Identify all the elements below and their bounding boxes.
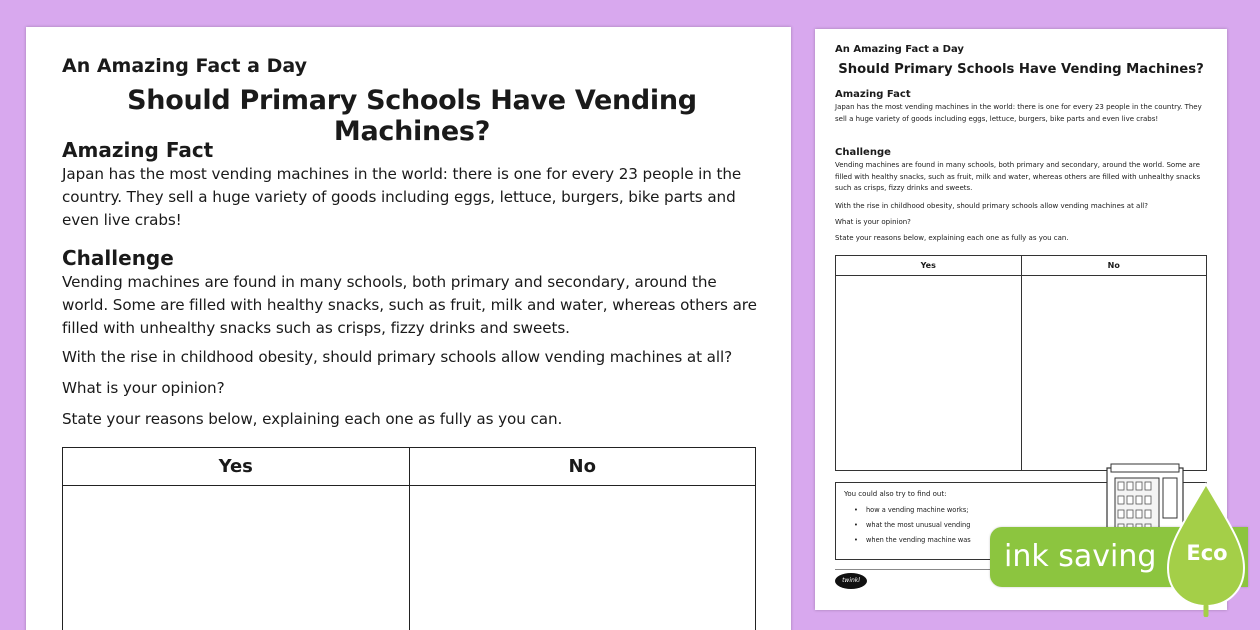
yes-no-table bbox=[62, 447, 756, 630]
preview-yes-header: Yes bbox=[836, 256, 1021, 276]
find-out-item: • what the most unusual vending bbox=[844, 518, 1198, 533]
worksheet-subtitle: An Amazing Fact a Day bbox=[62, 55, 307, 77]
preview-question-text: With the rise in childhood obesity, should primary schools allow vending machines at all? bbox=[835, 202, 1148, 210]
preview-yes-column bbox=[836, 256, 1022, 470]
find-out-item: • when the vending machine was bbox=[844, 533, 1198, 548]
no-column-header: No bbox=[410, 448, 756, 486]
yes-column-header: Yes bbox=[63, 448, 409, 486]
preview-instruction-text: State your reasons below, explaining each one as fully as you can. bbox=[835, 234, 1069, 242]
eco-leaf-label: Eco bbox=[1186, 541, 1228, 565]
amazing-fact-text: Japan has the most vending machines in the world: there is one for every 23 people in the country. They sell a huge variety of goods including eggs, lettuce, burgers, bike parts and even live crabs! bbox=[62, 165, 742, 229]
question-text: With the rise in childhood obesity, should primary schools allow vending machines at all? bbox=[62, 348, 733, 366]
preview-no-header: No bbox=[1022, 256, 1207, 276]
challenge-heading: Challenge bbox=[62, 246, 174, 270]
find-out-item: • how a vending machine works; bbox=[844, 503, 1198, 518]
twinkl-logo: twinkl bbox=[835, 573, 867, 589]
no-column bbox=[410, 448, 756, 630]
preview-opinion-text: What is your opinion? bbox=[835, 218, 911, 226]
worksheet-title: Should Primary Schools Have Vending Machines? bbox=[127, 85, 697, 147]
preview-challenge-text: Vending machines are found in many schools, both primary and secondary, around the world. Some are filled with healthy snacks, such as fruit, milk and water, whereas others are filled with unhealthy snacks such as crisps, fizzy drinks and sweets. bbox=[835, 161, 1201, 192]
find-out-intro: You could also try to find out: bbox=[844, 490, 947, 498]
challenge-text: Vending machines are found in many schools, both primary and secondary, around the world. Some are filled with healthy snacks, such as fruit, milk and water, whereas others are filled with unhealthy snacks such as crisps, fizzy drinks and sweets. bbox=[62, 273, 757, 337]
preview-challenge-heading: Challenge bbox=[835, 147, 891, 158]
opinion-text: What is your opinion? bbox=[62, 379, 225, 397]
worksheet-page-large bbox=[26, 27, 791, 630]
yes-column bbox=[63, 448, 410, 630]
preview-fact-heading: Amazing Fact bbox=[835, 89, 911, 100]
preview-subtitle: An Amazing Fact a Day bbox=[835, 44, 964, 55]
amazing-fact-heading: Amazing Fact bbox=[62, 138, 214, 162]
instruction-text: State your reasons below, explaining each one as fully as you can. bbox=[62, 410, 563, 428]
preview-fact-text: Japan has the most vending machines in the world: there is one for every 23 people in the country. They sell a huge variety of goods including eggs, lettuce, burgers, bike parts and even live crabs! bbox=[835, 103, 1202, 123]
preview-no-column bbox=[1022, 256, 1207, 470]
ink-saving-label: ink saving bbox=[1004, 539, 1157, 574]
preview-title: Should Primary Schools Have Vending Machines? bbox=[838, 62, 1204, 77]
preview-yes-no-table bbox=[835, 255, 1207, 471]
